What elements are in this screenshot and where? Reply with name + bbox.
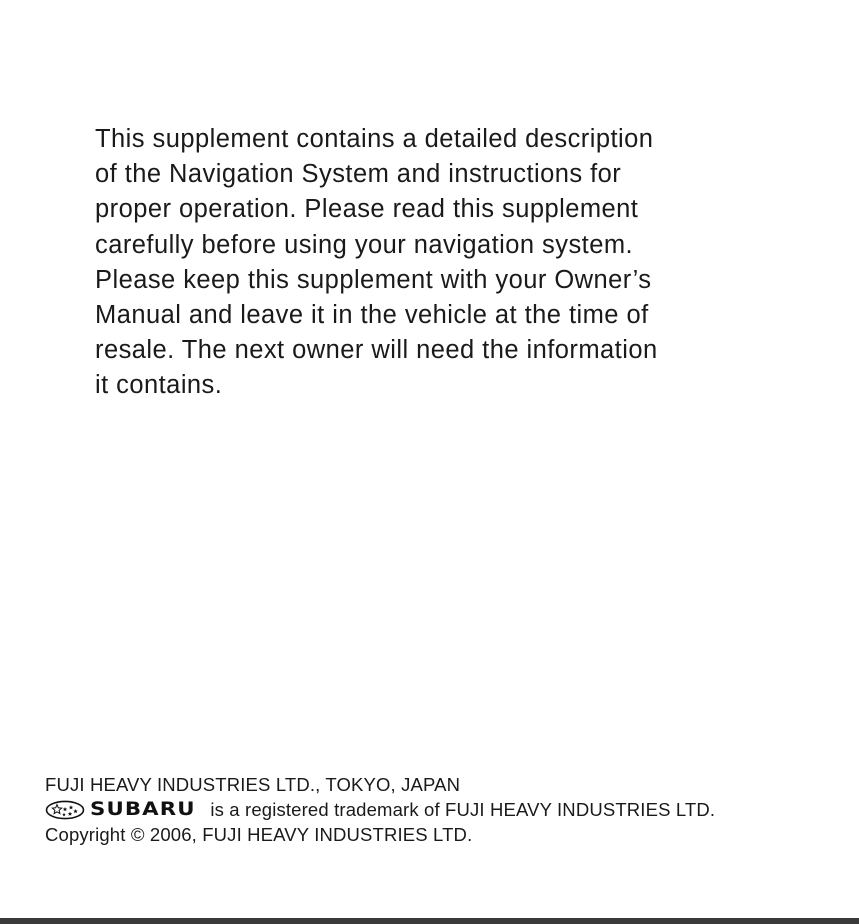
trademark-text: is a registered trademark of FUJI HEAVY INDUSTRIES LTD. <box>210 799 716 820</box>
subaru-wordmark: SUBARU <box>90 798 196 820</box>
trademark-line <box>45 797 715 822</box>
supplement-intro-paragraph <box>95 122 795 404</box>
subaru-emblem-icon <box>45 800 85 820</box>
intro-line: Please keep this supplement with your Owner’s <box>95 265 652 294</box>
intro-line: it contains. <box>95 371 223 400</box>
company-line: FUJI HEAVY INDUSTRIES LTD., TOKYO, JAPAN <box>45 774 461 795</box>
subaru-logo <box>45 797 196 822</box>
intro-line: resale. The next owner will need the information <box>95 336 658 365</box>
intro-line: Manual and leave it in the vehicle at the time of <box>95 301 649 330</box>
bottom-divider <box>0 918 859 924</box>
intro-line: This supplement contains a detailed description <box>95 125 654 153</box>
intro-line: of the Navigation System and instructions for <box>95 160 622 189</box>
intro-line: proper operation. Please read this supplement <box>95 195 639 224</box>
intro-line: carefully before using your navigation system. <box>95 230 634 259</box>
footer-block <box>45 772 715 847</box>
copyright-line: Copyright © 2006, FUJI HEAVY INDUSTRIES LTD. <box>45 824 473 845</box>
